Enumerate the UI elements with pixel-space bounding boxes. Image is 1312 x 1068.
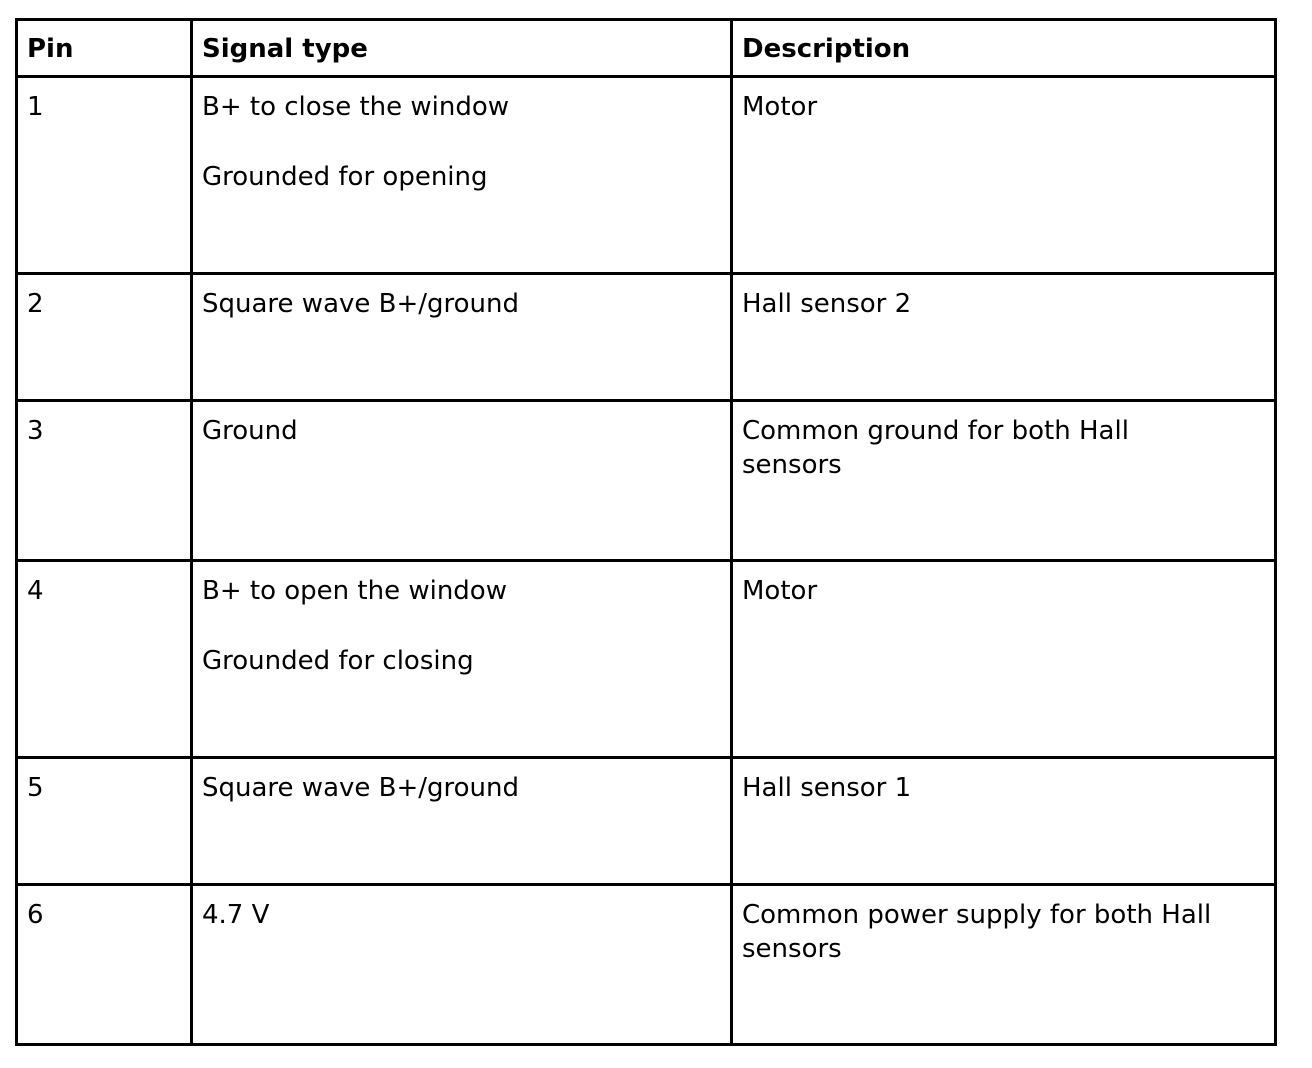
pin-cell: 6 bbox=[17, 885, 192, 1045]
pin-cell: 3 bbox=[17, 401, 192, 561]
header-pin: Pin bbox=[17, 20, 192, 77]
pin-cell: 4 bbox=[17, 561, 192, 758]
signal-cell bbox=[192, 561, 732, 758]
signal-cell bbox=[192, 274, 732, 401]
table-row bbox=[17, 401, 1276, 561]
description-cell: Hall sensor 1 bbox=[732, 758, 1276, 885]
signal-line: Square wave B+/ground bbox=[202, 773, 520, 803]
signal-line: Ground bbox=[202, 416, 298, 446]
table-row bbox=[17, 885, 1276, 1045]
description-cell: Common power supply for both Hall sensors bbox=[732, 885, 1276, 1045]
table-row bbox=[17, 77, 1276, 274]
signal-line: B+ to open the window bbox=[202, 576, 507, 606]
signal-line: B+ to close the window bbox=[202, 92, 510, 122]
table-row bbox=[17, 274, 1276, 401]
pin-cell: 2 bbox=[17, 274, 192, 401]
pin-cell: 1 bbox=[17, 77, 192, 274]
signal-cell bbox=[192, 758, 732, 885]
header-signal-type: Signal type bbox=[192, 20, 732, 77]
description-cell: Common ground for both Hall sensors bbox=[732, 401, 1276, 561]
signal-line: Grounded for closing bbox=[202, 646, 474, 676]
pin-assignment-table bbox=[15, 18, 1277, 1046]
signal-cell bbox=[192, 401, 732, 561]
signal-cell bbox=[192, 885, 732, 1045]
table-row bbox=[17, 758, 1276, 885]
description-cell: Motor bbox=[732, 77, 1276, 274]
signal-cell bbox=[192, 77, 732, 274]
signal-line: Grounded for opening bbox=[202, 162, 488, 192]
header-description: Description bbox=[732, 20, 1276, 77]
signal-line: Square wave B+/ground bbox=[202, 289, 520, 319]
signal-line: 4.7 V bbox=[202, 900, 270, 930]
description-cell: Hall sensor 2 bbox=[732, 274, 1276, 401]
table-header-row bbox=[17, 20, 1276, 77]
pin-cell: 5 bbox=[17, 758, 192, 885]
description-cell: Motor bbox=[732, 561, 1276, 758]
table-row bbox=[17, 561, 1276, 758]
